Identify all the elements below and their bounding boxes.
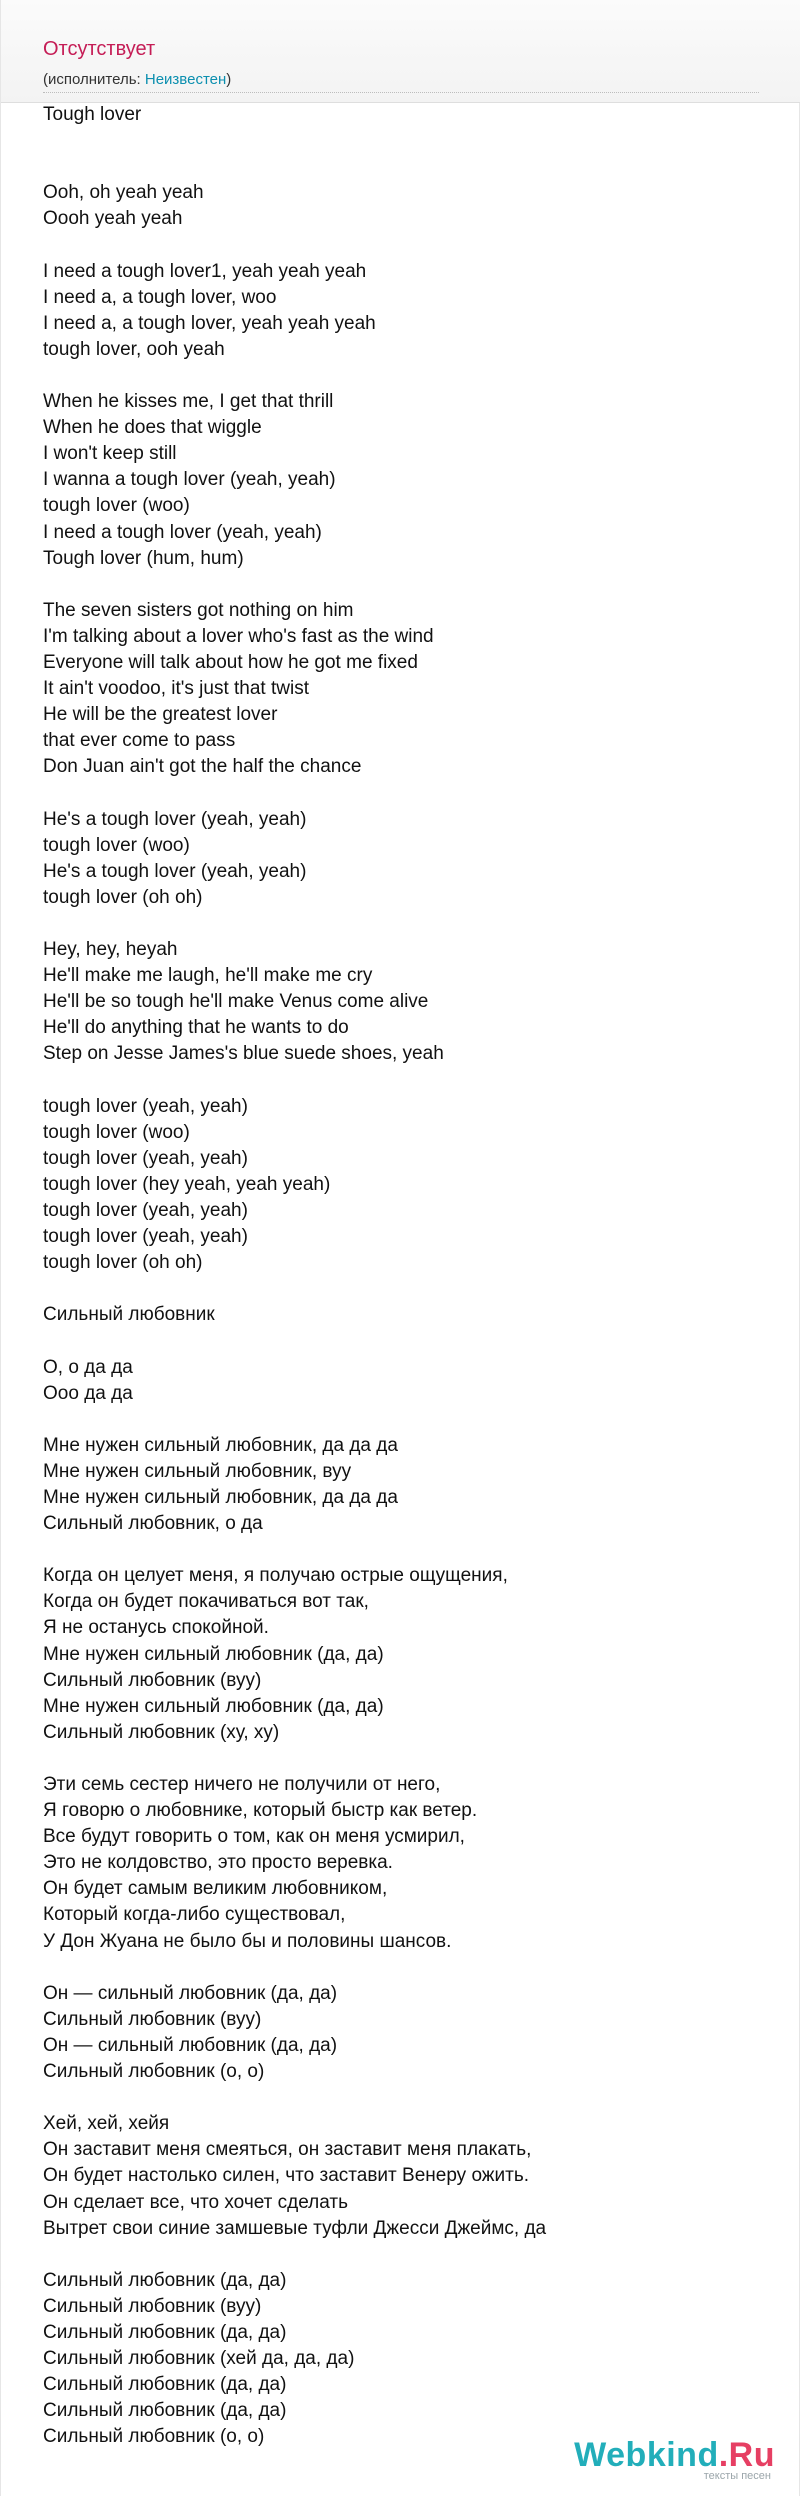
lyric-line: I wanna a tough lover (yeah, yeah) <box>43 469 336 491</box>
artist-link[interactable]: Неизвестен <box>144 71 227 88</box>
lyric-blank-line <box>43 1746 743 1772</box>
lyric-line: Это не колдовство, это просто веревка. <box>43 1852 393 1874</box>
lyric-line: Ооо да да <box>43 1382 133 1404</box>
page-header <box>1 0 800 103</box>
lyric-line: Tough lover (hum, hum) <box>43 547 244 569</box>
lyric-line: У Дон Жуана не было бы и половины шансов. <box>43 1930 452 1952</box>
lyric-line: It ain't voodoo, it's just that twist <box>43 678 309 700</box>
lyric-line: Step on Jesse James's blue suede shoes, yeah <box>43 1043 444 1065</box>
lyric-blank-line <box>43 1328 743 1354</box>
lyric-line: tough lover (woo) <box>43 495 190 517</box>
lyric-line: Он будет самым великим любовником, <box>43 1878 388 1900</box>
lyric-line: Oooh yeah yeah <box>43 208 183 230</box>
lyric-line: He will be the greatest lover <box>43 704 278 726</box>
watermark-brand: Webkind <box>574 2436 719 2474</box>
lyric-line: Tough lover <box>43 104 142 125</box>
lyric-line: tough lover (woo) <box>43 1121 190 1143</box>
artist-prefix: (исполнитель: <box>43 71 145 88</box>
lyric-line: Сильный любовник (вуу) <box>43 2008 262 2030</box>
lyric-blank-line <box>43 911 743 937</box>
watermark-tagline: тексты песен <box>703 2470 771 2482</box>
lyric-line: Сильный любовник <box>43 1304 215 1326</box>
lyric-line: Сильный любовник (да, да) <box>43 2321 287 2343</box>
lyric-line: Hey, hey, heyah <box>43 939 178 960</box>
lyric-blank-line <box>43 2242 743 2268</box>
lyric-line: When he does that wiggle <box>43 417 262 439</box>
artist-suffix: ) <box>226 71 232 88</box>
lyric-line: Я говорю о любовнике, который быстр как ветер. <box>43 1800 478 1822</box>
lyric-line: Сильный любовник (о, о) <box>43 2061 265 2083</box>
song-title: Отсутствует <box>43 38 156 60</box>
lyric-line: Сильный любовник (да, да) <box>43 2269 287 2291</box>
lyric-line: Все будут говорить о том, как он меня усмирил, <box>43 1826 465 1848</box>
lyric-line: Мне нужен сильный любовник, вуу <box>43 1460 352 1482</box>
lyric-line: tough lover (yeah, yeah) <box>43 1095 248 1117</box>
lyric-line: I won't keep still <box>43 443 177 465</box>
lyric-line: He's a tough lover (yeah, yeah) <box>43 860 307 882</box>
lyric-line: tough lover (oh oh) <box>43 886 203 908</box>
lyric-blank-line <box>43 780 743 806</box>
lyric-blank-line <box>43 1407 743 1433</box>
lyric-blank-line <box>43 1537 743 1563</box>
lyric-blank-line <box>43 1276 743 1302</box>
lyric-line: tough lover (woo) <box>43 834 190 856</box>
lyric-blank-line <box>43 2085 743 2111</box>
lyric-line: Сильный любовник (да, да) <box>43 2400 287 2422</box>
lyric-line: Я не останусь спокойной. <box>43 1617 269 1639</box>
lyric-line: that ever come to pass <box>43 730 236 752</box>
lyrics-body <box>43 102 743 2450</box>
lyric-blank-line <box>43 232 743 258</box>
lyric-line: I need a tough lover1, yeah yeah yeah <box>43 260 367 282</box>
lyric-line: Он будет настолько силен, что заставит Венеру ожить. <box>43 2165 530 2187</box>
lyric-line: tough lover (yeah, yeah) <box>43 1199 248 1221</box>
lyric-line: Когда он целует меня, я получаю острые ощущения, <box>43 1565 508 1587</box>
lyric-line: tough lover (yeah, yeah) <box>43 1226 248 1248</box>
lyric-line: Don Juan ain't got the half the chance <box>43 756 362 778</box>
lyric-line: Он заставит меня смеяться, он заставит меня плакать, <box>43 2139 532 2161</box>
lyric-line: Он — сильный любовник (да, да) <box>43 2034 338 2056</box>
lyric-line: The seven sisters got nothing on him <box>43 599 354 621</box>
lyric-line: I need a tough lover (yeah, yeah) <box>43 521 322 543</box>
lyric-line: Everyone will talk about how he got me fixed <box>43 651 418 673</box>
lyric-line: Сильный любовник (хей да, да, да) <box>43 2348 355 2370</box>
lyric-line: Ooh, oh yeah yeah <box>43 182 204 204</box>
lyric-line: tough lover, ooh yeah <box>43 338 225 360</box>
lyric-blank-line <box>43 1955 743 1981</box>
lyric-line: Сильный любовник (ху, ху) <box>43 1721 280 1743</box>
watermark-tld: .Ru <box>718 2436 775 2474</box>
header-divider <box>43 92 759 93</box>
lyric-blank-line <box>43 154 743 180</box>
lyric-line: He's a tough lover (yeah, yeah) <box>43 808 307 830</box>
lyric-line: tough lover (yeah, yeah) <box>43 1147 248 1169</box>
lyric-line: Он сделает все, что хочет сделать <box>43 2191 348 2213</box>
lyric-line: Он — сильный любовник (да, да) <box>43 1982 338 2004</box>
lyric-line: tough lover (hey yeah, yeah yeah) <box>43 1173 331 1195</box>
lyric-line: Мне нужен сильный любовник, да да да <box>43 1486 398 1508</box>
lyric-line: He'll do anything that he wants to do <box>43 1017 349 1039</box>
lyric-line: Хей, хей, хейя <box>43 2113 170 2135</box>
lyric-line: Сильный любовник (вуу) <box>43 1669 262 1691</box>
lyric-line: He'll make me laugh, he'll make me cry <box>43 965 373 987</box>
lyric-blank-line <box>43 128 743 154</box>
lyric-line: Сильный любовник (о, о) <box>43 2426 265 2448</box>
lyric-line: Сильный любовник, о да <box>43 1513 263 1535</box>
lyric-line: I'm talking about a lover who's fast as the wind <box>43 625 434 647</box>
lyric-line: О, о да да <box>43 1356 133 1378</box>
lyric-line: Вытрет свои синие замшевые туфли Джесси Джеймс, да <box>43 2217 547 2239</box>
lyric-line: Который когда-либо существовал, <box>43 1904 346 1926</box>
lyric-line: Эти семь сестер ничего не получили от него, <box>43 1774 441 1795</box>
lyric-line: I need a, a tough lover, yeah yeah yeah <box>43 312 376 334</box>
lyric-line: tough lover (oh oh) <box>43 1252 203 1274</box>
lyric-line: I need a, a tough lover, woo <box>43 286 277 308</box>
lyric-line: Мне нужен сильный любовник (да, да) <box>43 1695 384 1717</box>
lyric-blank-line <box>43 572 743 598</box>
lyric-line: Мне нужен сильный любовник (да, да) <box>43 1643 384 1665</box>
site-watermark <box>574 2436 775 2482</box>
lyric-line: Мне нужен сильный любовник, да да да <box>43 1434 398 1456</box>
lyric-blank-line <box>43 1067 743 1093</box>
lyric-line: Когда он будет покачиваться вот так, <box>43 1591 369 1613</box>
artist-line <box>43 71 231 88</box>
lyric-line: Сильный любовник (вуу) <box>43 2295 262 2317</box>
lyric-line: Сильный любовник (да, да) <box>43 2374 287 2396</box>
lyric-line: When he kisses me, I get that thrill <box>43 391 334 413</box>
lyric-blank-line <box>43 363 743 389</box>
lyric-line: He'll be so tough he'll make Venus come alive <box>43 991 429 1013</box>
